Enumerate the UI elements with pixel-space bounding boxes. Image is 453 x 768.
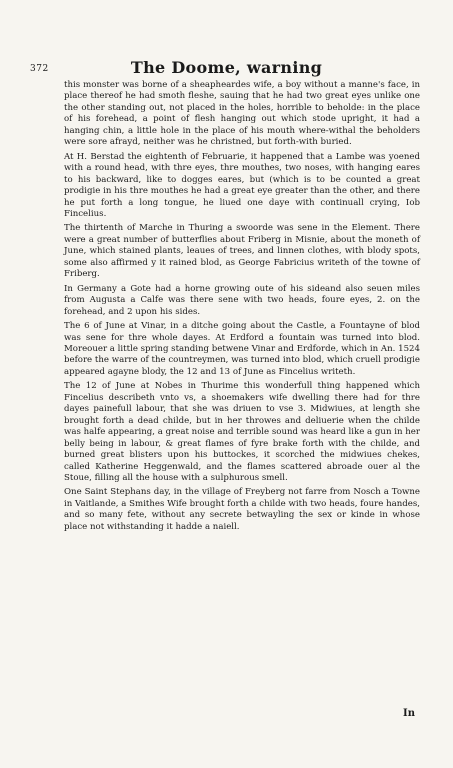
catchword: In: [403, 708, 415, 719]
paragraph-fountayne: The 6 of June at Vinar, in a ditche going about the Castle, a Fountayne of blod was sene for thre whole dayes. At Erdford a fountain was turned into blod. Moreouer a little spring standing betwene Vinar and Erdforde, which in An. 1524 before the warre of the countreymen, was turned into blod, which cruell prodigie appeared agayne blody, the 12 and 13 of June as Fincelius writeth.: [64, 321, 420, 377]
paragraph-stephans-day: One Saint Stephans day, in the village of Freyberg not farre from Nosch a Towne in Vaitlande, a Smithes Wife brought forth a childe with two heads, foure handes, and so many fete, without any secrete betwayling the sex or kinde in whose place not withstanding it hadde a naiell.: [64, 487, 420, 532]
page-number: 372: [30, 64, 49, 74]
paragraph-nobes: The 12 of June at Nobes in Thurime this wonderfull thing happened which Fincelius describeth vnto vs, a shoemakers wife dwelling there had for thre dayes painefull labour, that she was driuen to vse 3. Midwiues, at length she brought forth a dead childe, but in her throwes and deliuerie when the childe was halfe appearing, a great noise and terrible sound was heard like a gun in her belly being in labour, & great flames of fyre brake forth with the childe, and burned great blisters upon his buttockes, it scorched the midwiues chekes, called Katherine Heggenwald, and the flames scattered abroade ouer al the Stoue, filling all the house with a sulphurous smell.: [64, 381, 420, 483]
running-head: The Doome, warning: [130, 58, 323, 77]
body-text: [64, 80, 420, 536]
paragraph-butterflies: The thirtenth of Marche in Thuring a swoorde was sene in the Element. There were a great number of butterflies about Friberg in Misnie, about the moneth of June, which stained plants, leaues of trees, and linnen clothes, with blody spots, some also affirmed y it rained blod, as George Fabricius writeth of the towne of Friberg.: [64, 223, 420, 280]
paragraph-monster: this monster was borne of a sheapheardes wife, a boy without a manne's face, in place thereof he had smoth fleshe, sauing that he had two great eyes unlike one the other standing out, not placed in the holes, horrible to beholde: in the place of his forehead, a point of flesh hanging out which stode upright, it had a hanging chin, a little hole in the place of his mouth where-withal the beholders were sore afrayd, neither was he christned, but forth-with buried.: [64, 80, 420, 148]
paragraph-gote: In Germany a Gote had a horne growing oute of his sideand also seuen miles from Augusta a Calfe was there sene with two heads, foure eyes, 2. on the forehead, and 2 upon his sides.: [64, 283, 420, 317]
paragraph-lambe: At H. Berstad the eightenth of Februarie, it happened that a Lambe was yoened with a round head, with thre eyes, thre mouthes, two noses, with hanging eares to his backward, like to dogges eares, but (which is to be counted a great prodigie in his thre mouthes he had a great eye greater than the other, and there he put forth a long tongue, he liued one daye with continuall crying, Iob Fincelius.: [64, 151, 420, 219]
